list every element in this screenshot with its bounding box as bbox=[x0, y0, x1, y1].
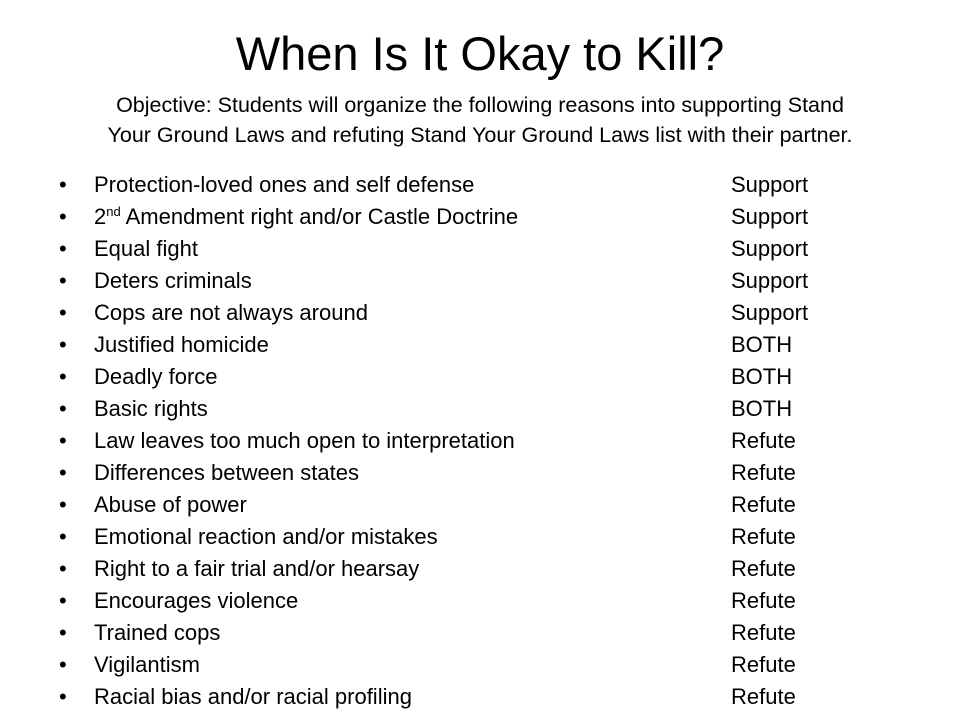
objective-text bbox=[0, 90, 960, 150]
reason-text: Right to a fair trial and/or hearsay bbox=[94, 556, 420, 581]
category-label: Refute bbox=[731, 620, 796, 645]
list-item bbox=[55, 329, 935, 361]
category-label: Refute bbox=[731, 652, 796, 677]
list-item bbox=[55, 233, 935, 265]
reason-text: Deadly force bbox=[94, 364, 218, 389]
ordinal-number: 2 bbox=[94, 204, 107, 229]
bullet-icon: • bbox=[59, 300, 67, 325]
bullet-icon: • bbox=[59, 588, 67, 613]
bullet-icon: • bbox=[59, 428, 67, 453]
category-label: BOTH bbox=[731, 332, 793, 357]
bullet-icon: • bbox=[59, 492, 67, 517]
bullet-icon: • bbox=[59, 556, 67, 581]
category-label: Support bbox=[731, 204, 809, 229]
reason-text: Equal fight bbox=[94, 236, 198, 261]
reason-text: Basic rights bbox=[94, 396, 208, 421]
list-item bbox=[55, 361, 935, 393]
bullet-icon: • bbox=[59, 236, 67, 261]
reason-text: Deters criminals bbox=[94, 268, 252, 293]
reason-text: Differences between states bbox=[94, 460, 359, 485]
list-item bbox=[55, 521, 935, 553]
reason-text: Trained cops bbox=[94, 620, 221, 645]
bullet-icon: • bbox=[59, 460, 67, 485]
bullet-icon: • bbox=[59, 652, 67, 677]
category-label: Support bbox=[731, 268, 809, 293]
category-label: Refute bbox=[731, 460, 796, 485]
category-label: Support bbox=[731, 236, 809, 261]
list-item bbox=[55, 553, 935, 585]
category-label: BOTH bbox=[731, 364, 793, 389]
bullet-icon: • bbox=[59, 620, 67, 645]
reason-text: Vigilantism bbox=[94, 652, 200, 677]
reason-text: Abuse of power bbox=[94, 492, 247, 517]
category-label: BOTH bbox=[731, 396, 793, 421]
reason-text: Racial bias and/or racial profiling bbox=[94, 684, 412, 709]
bullet-icon: • bbox=[59, 396, 67, 421]
list-item bbox=[55, 201, 935, 233]
reason-text: Protection-loved ones and self defense bbox=[94, 172, 475, 197]
ordinal-suffix: nd bbox=[106, 204, 121, 219]
reason-text bbox=[94, 201, 518, 233]
bullet-icon: • bbox=[59, 268, 67, 293]
list-item bbox=[55, 169, 935, 201]
slide-title: When Is It Okay to Kill? bbox=[235, 27, 725, 80]
category-label: Support bbox=[731, 172, 809, 197]
list-item bbox=[55, 297, 935, 329]
bullet-icon: • bbox=[59, 684, 67, 709]
list-item bbox=[55, 585, 935, 617]
category-label: Refute bbox=[731, 492, 796, 517]
list-item bbox=[55, 617, 935, 649]
list-item bbox=[55, 457, 935, 489]
list-item bbox=[55, 681, 935, 713]
reason-remainder: Amendment right and/or Castle Doctrine bbox=[125, 204, 519, 229]
category-label: Refute bbox=[731, 428, 796, 453]
list-item bbox=[55, 649, 935, 681]
list-item bbox=[55, 425, 935, 457]
objective-line-1: Objective: Students will organize the following reasons into supporting Stand bbox=[116, 93, 844, 117]
reason-text: Emotional reaction and/or mistakes bbox=[94, 524, 438, 549]
category-label: Refute bbox=[731, 556, 796, 581]
reason-text: Encourages violence bbox=[94, 588, 299, 613]
bullet-icon: • bbox=[59, 204, 67, 229]
category-label: Refute bbox=[731, 588, 796, 613]
category-label: Refute bbox=[731, 524, 796, 549]
bullet-icon: • bbox=[59, 364, 67, 389]
bullet-icon: • bbox=[59, 524, 67, 549]
list-item bbox=[55, 393, 935, 425]
list-item bbox=[55, 265, 935, 297]
objective-line-2: Your Ground Laws and refuting Stand Your Ground Laws list with their partner. bbox=[107, 123, 853, 147]
reason-text: Justified homicide bbox=[94, 332, 269, 357]
reason-text: Cops are not always around bbox=[94, 300, 368, 325]
reason-text: Law leaves too much open to interpretation bbox=[94, 428, 515, 453]
category-label: Support bbox=[731, 300, 809, 325]
bullet-icon: • bbox=[59, 332, 67, 357]
list-item bbox=[55, 489, 935, 521]
reasons-list bbox=[55, 169, 935, 713]
category-label: Refute bbox=[731, 684, 796, 709]
bullet-icon: • bbox=[59, 172, 67, 197]
